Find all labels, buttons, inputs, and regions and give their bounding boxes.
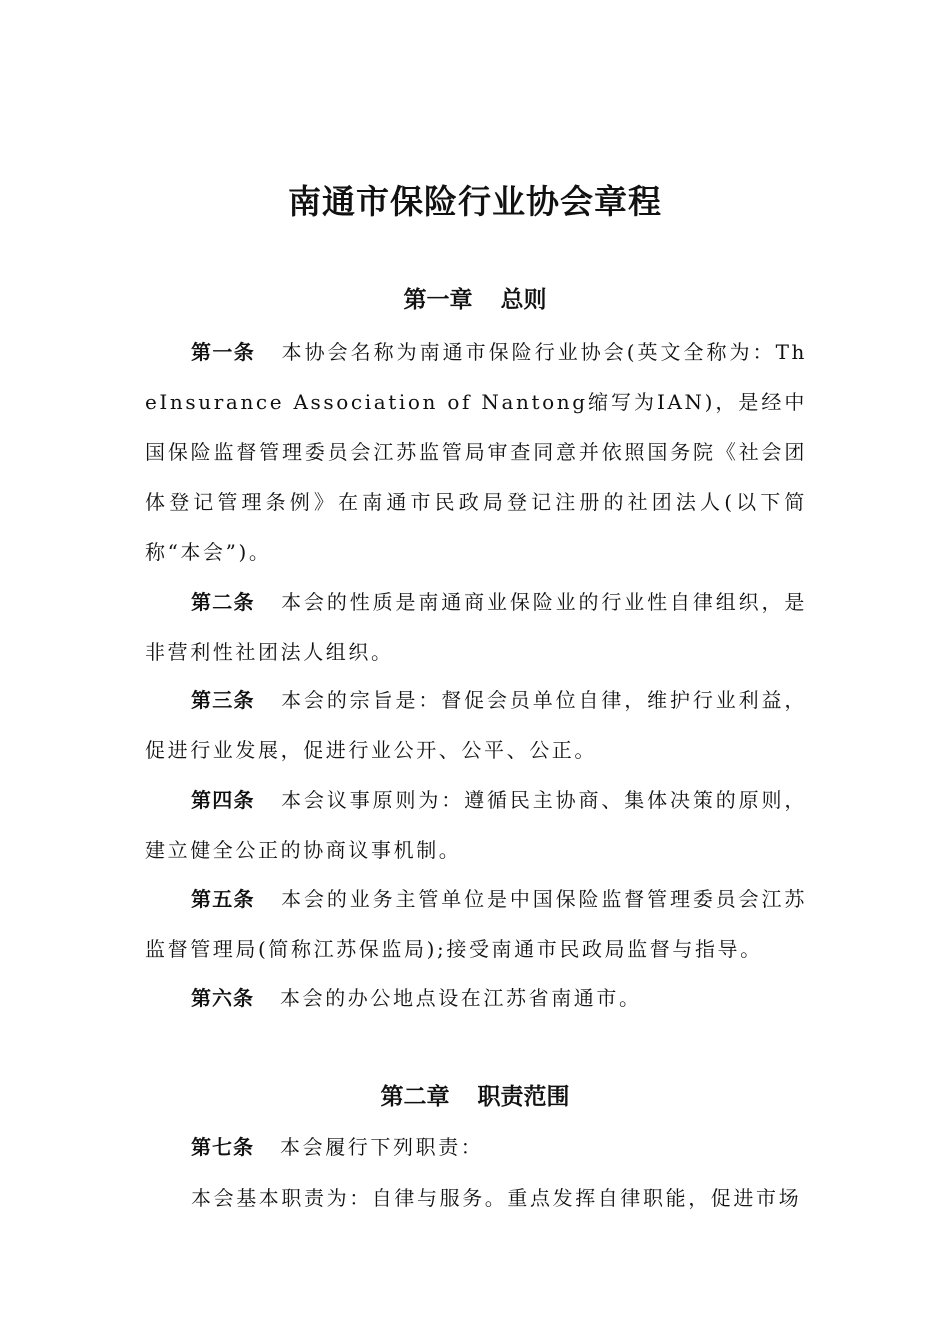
article-5 — [145, 874, 807, 974]
article-1-label: 第一条 — [191, 340, 256, 364]
article-4 — [145, 775, 807, 875]
article-2 — [145, 577, 807, 677]
article-5-label: 第五条 — [191, 887, 255, 911]
article-2-text: 本会的性质是南通商业保险业的行业性自律组织，是非营利性社团法人组织。 — [145, 590, 808, 664]
article-3-text: 本会的宗旨是：督促会员单位自律，维护行业利益，促进行业发展，促进行业公开、公平、公正。 — [145, 688, 808, 762]
chapter-2-name: 职责范围 — [477, 1084, 570, 1110]
article-1-text: 本协会名称为南通市保险行业协会(英文全称为：TheInsurance Association of Nantong缩写为IAN)，是经中国保险监督管理委员会江苏监管局审查同意并依照国务院《社会团体登记管理条例》在南通市民政局登记注册的社团法人(以下简称“本会”)。 — [145, 340, 807, 564]
chapter-1-heading — [0, 283, 950, 317]
article-1 — [145, 327, 807, 577]
document-title: 南通市保险行业协会章程 — [288, 182, 662, 221]
chapter-2-label: 第二章 — [380, 1084, 450, 1110]
article-6-label: 第六条 — [191, 986, 254, 1010]
article-4-label: 第四条 — [191, 788, 255, 812]
chapter-2-heading — [0, 1080, 950, 1114]
article-5-text: 本会的业务主管单位是中国保险监督管理委员会江苏监督管理局(简称江苏保监局);接受南通市民政局监督与指导。 — [145, 887, 808, 961]
chapter-1-label: 第一章 — [403, 287, 473, 313]
article-3-label: 第三条 — [191, 688, 255, 712]
article-7-text: 本会履行下列职责： — [280, 1135, 484, 1159]
article-2-label: 第二条 — [191, 590, 255, 614]
article-6 — [145, 973, 807, 1023]
chapter-2-paragraph: 本会基本职责为：自律与服务。重点发挥自律职能，促进市场 — [191, 1186, 802, 1210]
article-7 — [145, 1122, 807, 1172]
chapter-1-name: 总则 — [500, 287, 547, 313]
article-6-text: 本会的办公地点设在江苏省南通市。 — [280, 986, 642, 1010]
article-3 — [145, 675, 807, 775]
article-7-label: 第七条 — [191, 1135, 254, 1159]
article-4-text: 本会议事原则为：遵循民主协商、集体决策的原则，建立健全公正的协商议事机制。 — [145, 788, 808, 862]
